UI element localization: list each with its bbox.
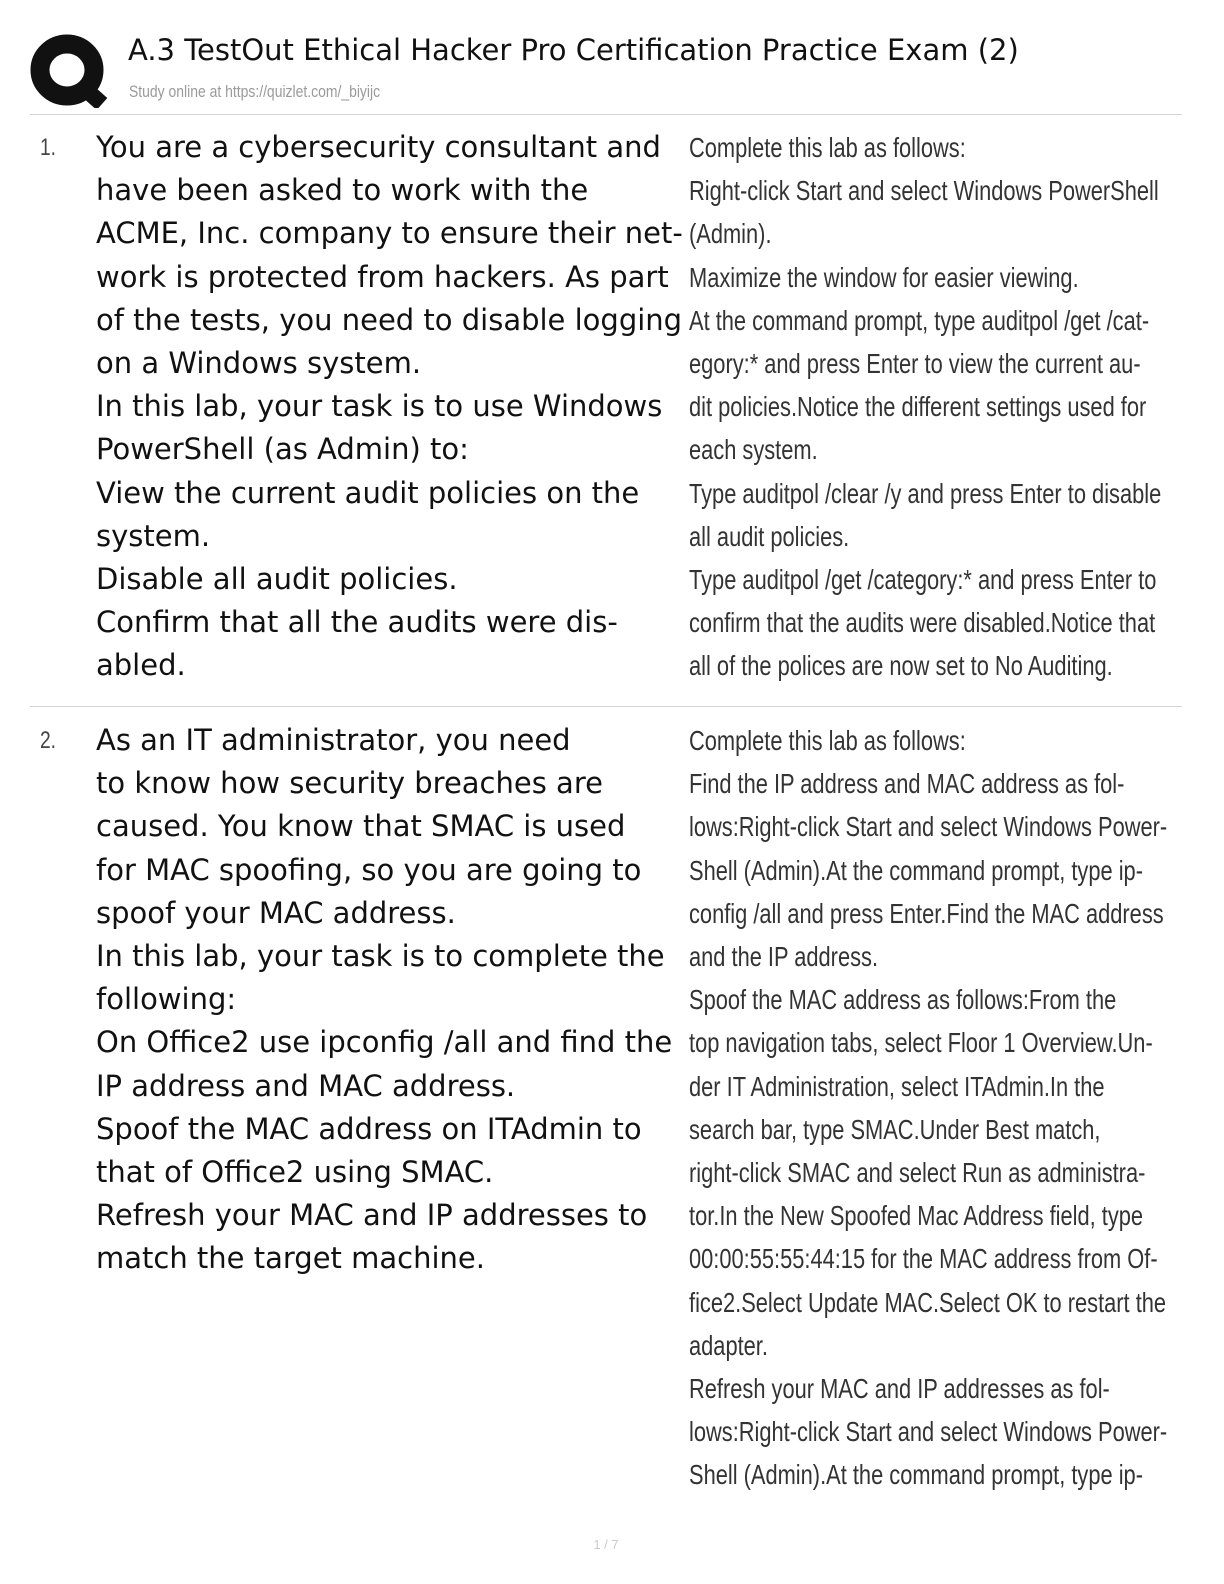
- page-title: A.3 TestOut Ethical Hacker Pro Certification Practice Exam (2): [128, 33, 1019, 67]
- answer-line: right-click SMAC and select Run as administra-: [689, 1157, 1146, 1189]
- answer-line: Find the IP address and MAC address as fol-: [689, 768, 1125, 800]
- answer-line: all of the polices are now set to No Auditing.: [689, 650, 1113, 682]
- question-line: spoof your MAC address.: [96, 895, 456, 930]
- answer-line: all audit policies.: [689, 520, 850, 552]
- answer-line: Complete this lab as follows:: [689, 725, 966, 756]
- card-number: 1.: [40, 134, 57, 161]
- question-line: for MAC spoofing, so you are going to: [96, 852, 642, 887]
- answer-line: dit policies.Notice the different settings used for: [689, 391, 1147, 423]
- answer-line: lows:Right-click Start and select Windows Power-: [689, 811, 1168, 843]
- answer-line: confirm that the audits were disabled.Notice that: [689, 607, 1156, 639]
- question-line: work is protected from hackers. As part: [96, 259, 669, 294]
- answer-line: top navigation tabs, select Floor 1 Overview.Un-: [689, 1027, 1153, 1059]
- question-line: On Office2 use ipconfig /all and find the: [96, 1025, 673, 1060]
- answer-line: egory:* and press Enter to view the current au-: [689, 348, 1141, 380]
- answer-line: and the IP address.: [689, 941, 879, 973]
- quizlet-q-logo-icon: [30, 34, 108, 108]
- question-line: In this lab, your task is to use Windows: [96, 389, 663, 424]
- answer-line: fice2.Select Update MAC.Select OK to restart the: [689, 1286, 1167, 1318]
- answer-line: Spoof the MAC address as follows:From the: [689, 984, 1117, 1016]
- page-number: 1 / 7: [593, 1537, 619, 1552]
- question-line: Confirm that all the audits were dis-: [96, 605, 618, 640]
- answer-line: Type auditpol /get /category:* and press Enter to: [689, 564, 1157, 596]
- answer-line: der IT Administration, select ITAdmin.In the: [689, 1070, 1105, 1102]
- question-line: of the tests, you need to disable logging: [96, 302, 683, 337]
- question-line: IP address and MAC address.: [96, 1068, 516, 1103]
- question-line: following:: [96, 982, 237, 1017]
- question-line: ACME, Inc. company to ensure their net-: [96, 216, 683, 251]
- question-line: Refresh your MAC and IP addresses to: [96, 1198, 648, 1233]
- answer-line: search bar, type SMAC.Under Best match,: [689, 1113, 1101, 1145]
- question-line: caused. You know that SMAC is used: [96, 809, 626, 844]
- question-line: You are a cybersecurity consultant and: [96, 130, 661, 164]
- question-line: Disable all audit policies.: [96, 562, 458, 597]
- answer-line: Refresh your MAC and IP addresses as fol-: [689, 1373, 1110, 1405]
- question-line: to know how security breaches are: [96, 766, 603, 801]
- question-line: View the current audit policies on the: [96, 475, 640, 510]
- answer-line: lows:Right-click Start and select Windows Power-: [689, 1416, 1168, 1448]
- question-text: [96, 126, 692, 688]
- answer-line: config /all and press Enter.Find the MAC address: [689, 897, 1164, 929]
- answer-line: 00:00:55:55:44:15 for the MAC address from Of-: [689, 1243, 1158, 1275]
- answer-line: Shell (Admin).At the command prompt, type ip-: [689, 854, 1143, 886]
- answer-line: each system.: [689, 434, 818, 466]
- answer-line: Right-click Start and select Windows PowerShell: [689, 175, 1159, 207]
- question-line: In this lab, your task is to complete the: [96, 939, 665, 974]
- question-line: have been asked to work with the: [96, 173, 589, 208]
- answer-line: tor.In the New Spoofed Mac Address field, type: [689, 1200, 1144, 1232]
- question-text: [96, 719, 692, 1281]
- card-divider: [30, 706, 1182, 707]
- answer-text: [689, 719, 1168, 1497]
- header-divider: [30, 114, 1182, 115]
- question-line: that of Office2 using SMAC.: [96, 1155, 494, 1190]
- question-line: match the target machine.: [96, 1241, 485, 1276]
- question-line: abled.: [96, 648, 186, 683]
- answer-line: Type auditpol /clear /y and press Enter to disable: [689, 477, 1162, 509]
- question-line: As an IT administrator, you need: [96, 723, 571, 757]
- answer-line: adapter.: [689, 1329, 768, 1361]
- answer-line: Maximize the window for easier viewing.: [689, 261, 1079, 293]
- question-line: system.: [96, 518, 211, 553]
- answer-text: [689, 126, 1162, 688]
- question-line: on a Windows system.: [96, 346, 422, 381]
- study-online-link[interactable]: Study online at https://quizlet.com/_biyijc: [129, 82, 381, 101]
- question-line: PowerShell (as Admin) to:: [96, 432, 469, 467]
- card-number: 2.: [40, 727, 57, 754]
- answer-line: At the command prompt, type auditpol /get /cat-: [689, 304, 1150, 336]
- question-line: Spoof the MAC address on ITAdmin to: [96, 1111, 642, 1146]
- answer-line: (Admin).: [689, 218, 772, 250]
- answer-line: Shell (Admin).At the command prompt, type ip-: [689, 1459, 1143, 1491]
- answer-line: Complete this lab as follows:: [689, 132, 966, 163]
